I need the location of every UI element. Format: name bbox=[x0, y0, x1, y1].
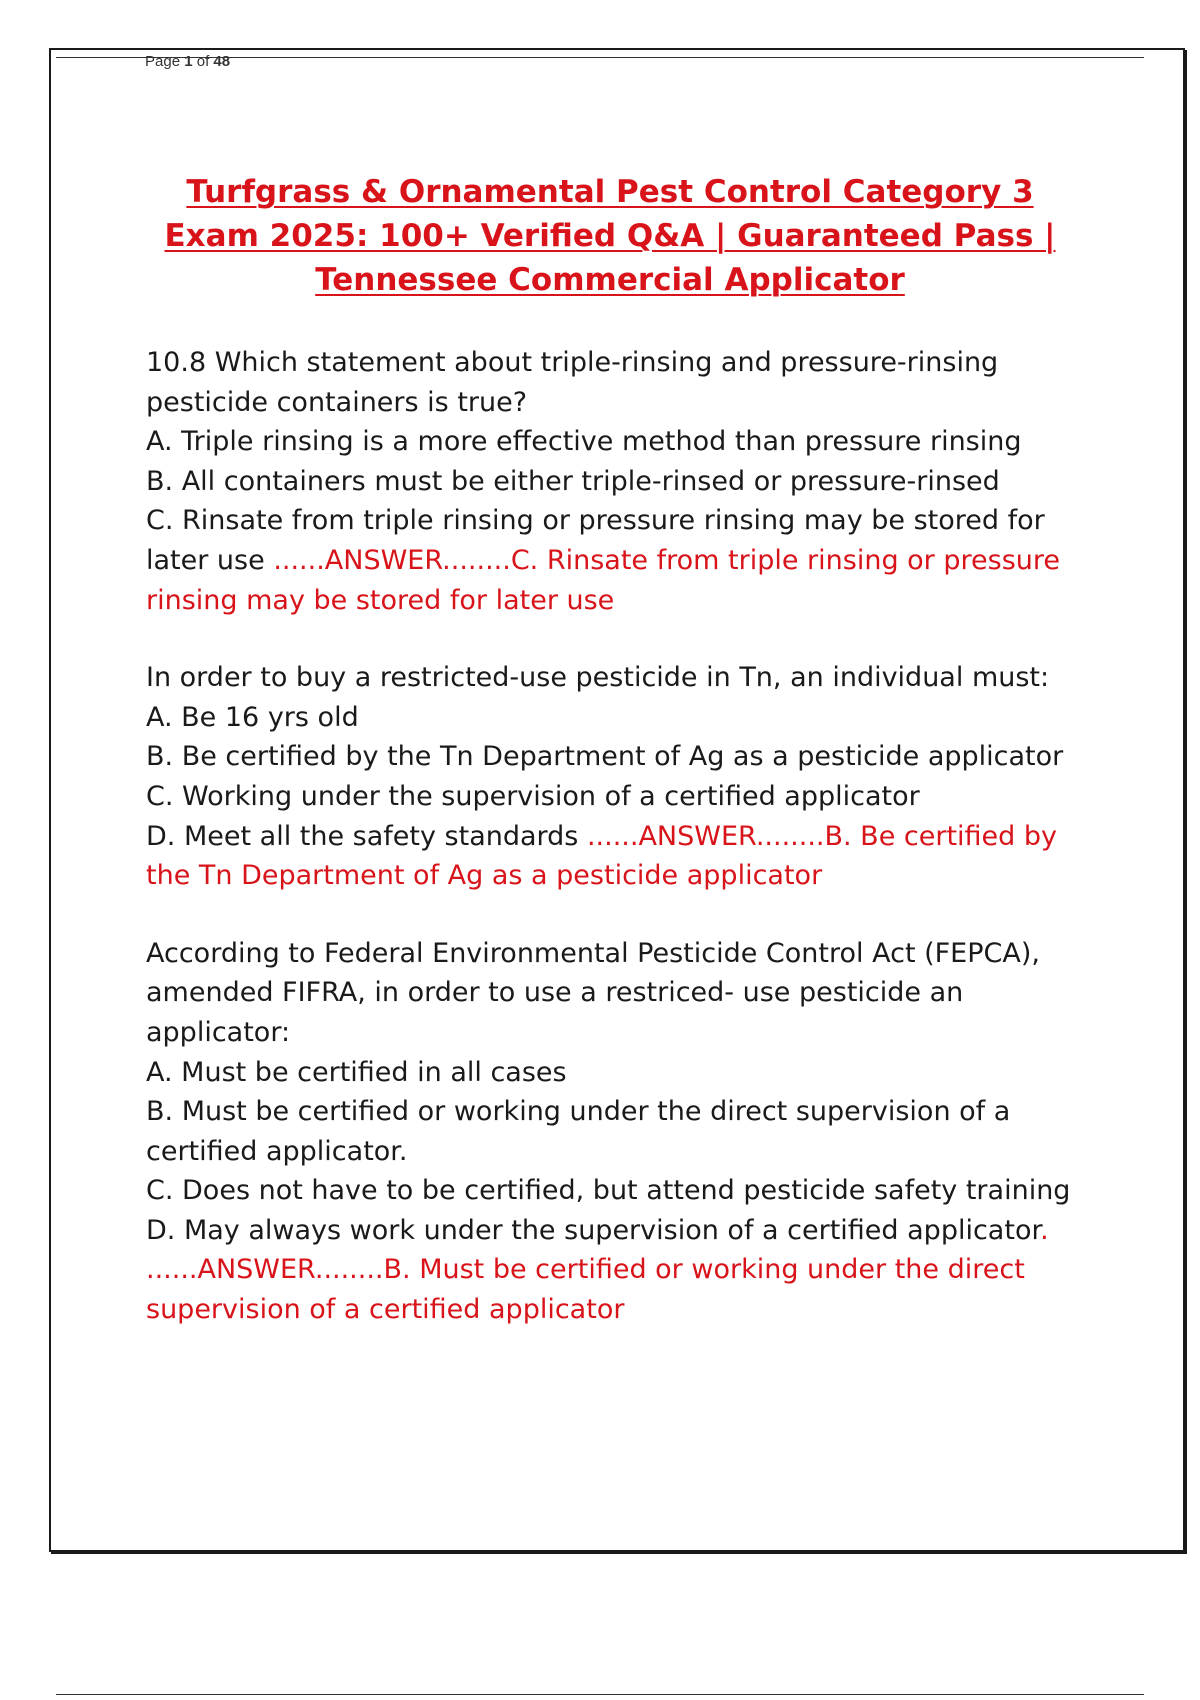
questions-list bbox=[146, 343, 1096, 1368]
option bbox=[146, 817, 1096, 896]
option: C. Does not have to be certified, but attend pesticide safety training bbox=[146, 1175, 1071, 1207]
option: C. Working under the supervision of a certified applicator bbox=[146, 780, 920, 812]
page-number: Page 1 of 48 bbox=[145, 53, 231, 70]
option: A. Triple rinsing is a more effective method than pressure rinsing bbox=[146, 426, 1022, 458]
option: B. Must be certified or working under the direct supervision of a certified applicator. bbox=[146, 1096, 1011, 1167]
option-text: D. Meet all the safety standards bbox=[146, 820, 579, 852]
question-block bbox=[146, 658, 1096, 896]
document-title: Turfgrass & Ornamental Pest Control Category 3 Exam 2025: 100+ Verified Q&A | Guaranteed Pass | Tennessee Commercial Applicator bbox=[164, 174, 1056, 298]
option: A. Be 16 yrs old bbox=[146, 701, 359, 733]
question-text: In order to buy a restricted-use pesticide in Tn, an individual must: bbox=[146, 662, 1050, 694]
question-text: According to Federal Environmental Pesticide Control Act (FEPCA), amended FIFRA, in order to use a restriced- use pesticide an applicator: bbox=[146, 937, 1040, 1048]
option bbox=[146, 1211, 1096, 1330]
option: B. Be certified by the Tn Department of Ag as a pesticide applicator bbox=[146, 741, 1064, 773]
answer-text: . ......ANSWER........B. Must be certified or working under the direct supervision of a certified applicator bbox=[146, 1214, 1049, 1326]
option: A. Must be certified in all cases bbox=[146, 1056, 567, 1088]
option bbox=[146, 501, 1096, 620]
footer-rule bbox=[56, 1694, 1144, 1695]
answer-text: ......ANSWER........B. Be certified by the Tn Department of Ag as a pesticide applicator bbox=[146, 820, 1057, 892]
option-text: D. May always work under the supervision of a certified applicator bbox=[146, 1214, 1041, 1246]
option: B. All containers must be either triple-rinsed or pressure-rinsed bbox=[146, 465, 1000, 497]
question-block bbox=[146, 343, 1096, 620]
question-block bbox=[146, 934, 1096, 1330]
option-text: C. Rinsate from triple rinsing or pressure rinsing may be stored for later use bbox=[146, 505, 1045, 576]
answer-text: ......ANSWER........C. Rinsate from triple rinsing or pressure rinsing may be stored for later use bbox=[146, 544, 1060, 616]
question-text: 10.8 Which statement about triple-rinsing and pressure-rinsing pesticide containers is true? bbox=[146, 347, 999, 418]
